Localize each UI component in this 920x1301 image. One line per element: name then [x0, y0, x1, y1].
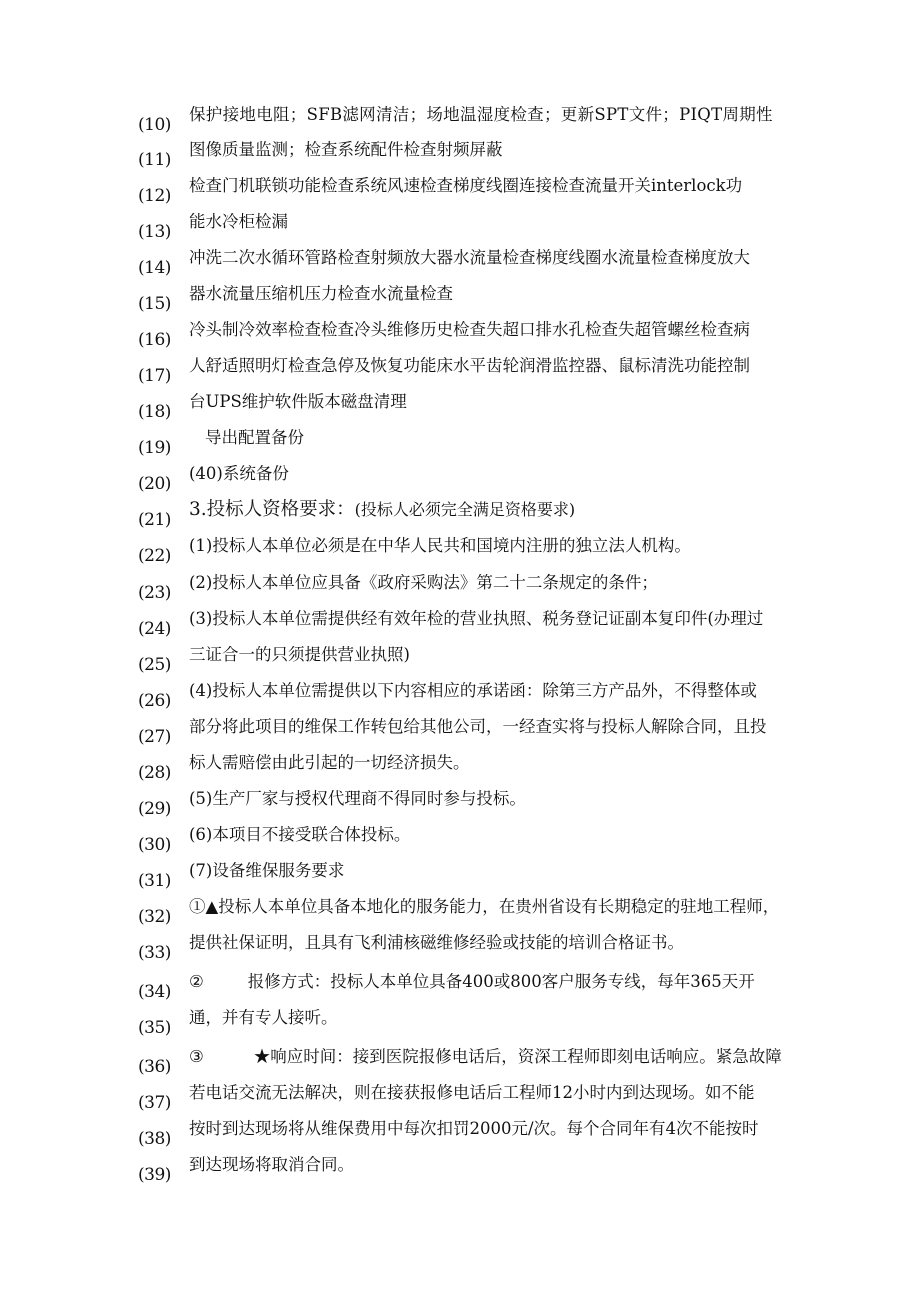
line-number: (31)	[138, 871, 171, 891]
circled-number-marker: ②	[189, 972, 204, 991]
text-line	[0, 178, 920, 214]
line-number: (18)	[138, 402, 171, 422]
text-line	[0, 358, 920, 394]
line-text: (7)设备维保服务要求	[189, 861, 345, 880]
line-number: (11)	[138, 150, 171, 170]
line-text: 标人需赔偿由此引起的一切经济损失。	[189, 753, 470, 772]
line-number: (13)	[138, 222, 171, 242]
line-number: (17)	[138, 366, 171, 386]
line-number: (24)	[138, 619, 171, 639]
line-number: (32)	[138, 907, 171, 927]
line-text: 冲洗二次水循环管路检查射频放大器水流量检查梯度线圈水流量检查梯度放大	[189, 248, 750, 267]
line-text: (2)投标人本单位应具备《政府采购法》第二十二条规定的条件；	[189, 573, 658, 592]
line-text: 通，并有专人接听。	[189, 1008, 338, 1027]
line-number: (33)	[138, 943, 171, 963]
line-text: (1)投标人本单位必须是在中华人民共和国境内注册的独立法人机构。	[189, 536, 691, 555]
line-number: (38)	[138, 1129, 171, 1149]
line-number: (21)	[138, 510, 171, 530]
section-heading	[189, 492, 575, 528]
section-heading-note: (投标人必须完全满足资格要求)	[354, 500, 576, 519]
line-text: 按时到达现场将从维保费用中每次扣罚2000元/次。每个合同年有4次不能按时	[189, 1119, 759, 1138]
text-line	[0, 974, 920, 1010]
line-text: 台UPS维护软件版本磁盘清理	[189, 392, 407, 411]
line-text: 人舒适照明灯检查急停及恢复功能床水平齿轮润滑监控器、鼠标清洗功能控制	[189, 356, 750, 375]
section-heading-title: 3.投标人资格要求：	[189, 499, 355, 520]
line-text: 导出配置备份	[205, 428, 304, 447]
line-number: (27)	[138, 727, 171, 747]
line-number: (25)	[138, 655, 171, 675]
line-number: (35)	[138, 1018, 171, 1038]
line-number: (39)	[138, 1165, 171, 1185]
text-line	[0, 611, 920, 647]
line-number: (10)	[138, 115, 171, 135]
line-number: (19)	[138, 438, 171, 458]
line-number: (29)	[138, 799, 171, 819]
line-number: (14)	[138, 258, 171, 278]
text-line	[0, 394, 920, 430]
line-text: 若电话交流无法解决，则在接获报修电话后工程师12小时内到达现场。如不能	[189, 1083, 755, 1102]
line-text: (5)生产厂家与授权代理商不得同时参与投标。	[189, 789, 526, 808]
line-text: 冷头制冷效率检查检查冷头维修历史检查失超口排水孔检查失超管螺丝检查病	[189, 320, 750, 339]
line-text: 能水冷柜检漏	[189, 212, 288, 231]
line-text: 部分将此项目的维保工作转包给其他公司，一经查实将与投标人解除合同，且投	[189, 717, 767, 736]
line-number: (34)	[138, 982, 171, 1002]
line-number: (12)	[138, 186, 171, 206]
line-number: (26)	[138, 691, 171, 711]
circled-number-marker: ③	[189, 1047, 204, 1066]
text-line	[0, 791, 920, 827]
line-number: (36)	[138, 1057, 171, 1077]
line-text: (4)投标人本单位需提供以下内容相应的承诺函：除第三方产品外，不得整体或	[189, 681, 757, 700]
line-text: 图像质量监测；检查系统配件检查射频屏蔽	[189, 140, 503, 159]
line-text: 到达现场将取消合同。	[189, 1155, 354, 1174]
line-number: (37)	[138, 1093, 171, 1113]
text-line	[0, 430, 920, 466]
line-text: ★响应时间：接到医院报修电话后，资深工程师即刻电话响应。紧急故障	[253, 1047, 782, 1066]
line-text: 器水流量压缩机压力检查水流量检查	[189, 284, 453, 303]
line-text: 报修方式：投标人本单位具备400或800客户服务专线，每年365天开	[247, 972, 755, 991]
line-number: (15)	[138, 294, 171, 314]
line-number: (30)	[138, 835, 171, 855]
text-line	[0, 250, 920, 286]
line-number: (23)	[138, 583, 171, 603]
line-number: (28)	[138, 763, 171, 783]
line-text: 检查门机联锁功能检查系统风速检查梯度线圈连接检查流量开关interlock功	[189, 176, 743, 195]
line-number: (22)	[138, 546, 171, 566]
line-text: (40)系统备份	[189, 464, 289, 483]
text-line	[0, 1157, 920, 1193]
line-text: 提供社保证明，且具有飞利浦核磁维修经验或技能的培训合格证书。	[189, 933, 684, 952]
line-text-with-marker	[189, 964, 755, 1000]
line-text-with-marker	[189, 1039, 782, 1075]
text-line	[0, 827, 920, 863]
line-text: 三证合一的只须提供营业执照)	[189, 645, 410, 664]
line-number: (20)	[138, 474, 171, 494]
line-number: (16)	[138, 330, 171, 350]
line-text: (6)本项目不接受联合体投标。	[189, 825, 411, 844]
text-line	[0, 1121, 920, 1157]
line-text: (3)投标人本单位需提供经有效年检的营业执照、税务登记证副本复印件(办理过	[189, 609, 764, 628]
line-text: 保护接地电阻；SFB滤网清洁；场地温湿度检查；更新SPT文件；PIQT周期性	[189, 105, 773, 124]
line-text: ①▲投标人本单位具备本地化的服务能力，在贵州省设有长期稳定的驻地工程师，	[189, 897, 780, 916]
